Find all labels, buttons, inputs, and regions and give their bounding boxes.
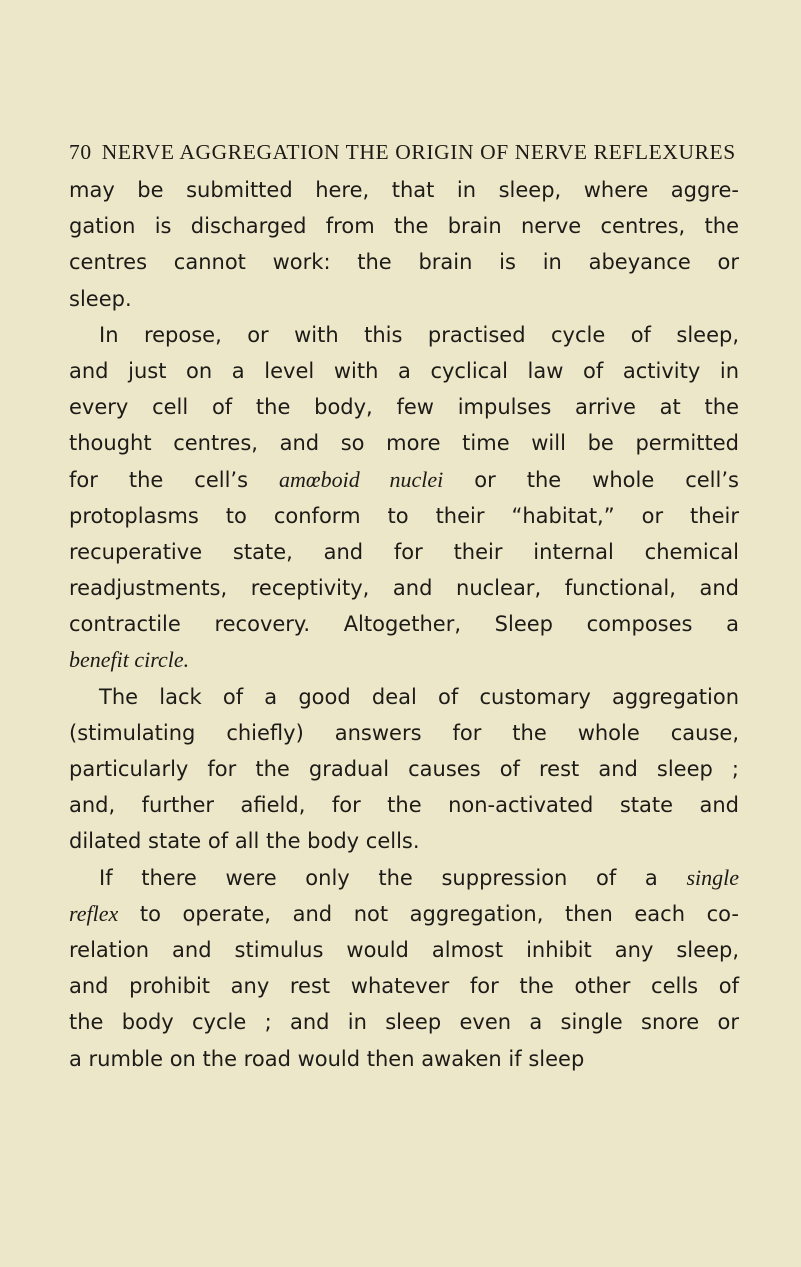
text-line-20 bbox=[69, 860, 739, 896]
text-line-21 bbox=[69, 896, 739, 932]
body-text bbox=[69, 172, 739, 1077]
text-line-9 bbox=[69, 462, 739, 498]
line-14-italic: benefit circle. bbox=[69, 647, 190, 673]
text-line-25: a rumble on the road would then awaken if sleep bbox=[69, 1046, 585, 1071]
text-line-23: and prohibit any rest whatever for the other cells of bbox=[69, 974, 739, 999]
text-line-13: contractile recovery. Altogether, Sleep composes a bbox=[69, 612, 739, 637]
text-line-17: particularly for the gradual causes of rest and sleep ; bbox=[69, 757, 739, 781]
text-line-22: relation and stimulus would almost inhibit any sleep, bbox=[69, 937, 739, 962]
line-9-pre: for the cell’s bbox=[69, 467, 280, 492]
running-title: NERVE AGGREGATION THE ORIGIN OF NERVE REFLEXURES bbox=[101, 140, 736, 164]
text-line-19: dilated state of all the body cells. bbox=[69, 829, 420, 854]
text-line-18: and, further afield, for the non-activated state and bbox=[69, 793, 739, 818]
line-21-italic: reflex bbox=[69, 900, 119, 926]
text-line-3: centres cannot work: the brain is in abeyance or bbox=[69, 250, 739, 275]
text-line-2: gation is discharged from the brain nerve centres, the bbox=[69, 214, 739, 239]
text-line-16: (stimulating chiefly) answers for the whole cause, bbox=[69, 720, 739, 745]
running-head bbox=[69, 137, 739, 167]
text-line-11: recuperative state, and for their internal chemical bbox=[69, 539, 739, 564]
text-line-10: protoplasms to conform to their “habitat,” or their bbox=[69, 503, 739, 528]
text-line-24: the body cycle ; and in sleep even a single snore or bbox=[69, 1010, 739, 1035]
text-line-6: and just on a level with a cyclical law of activity in bbox=[69, 358, 739, 383]
line-21-post: to operate, and not aggregation, then each co- bbox=[118, 901, 739, 926]
page-number: 70 bbox=[69, 140, 92, 164]
text-line-5: In repose, or with this practised cycle of sleep, bbox=[99, 322, 739, 347]
line-9-italic: amœboid nuclei bbox=[279, 466, 444, 492]
text-line-12: readjustments, receptivity, and nuclear, functional, and bbox=[69, 576, 739, 601]
text-line-15: The lack of a good deal of customary aggregation bbox=[99, 684, 739, 709]
text-line-7: every cell of the body, few impulses arrive at the bbox=[69, 395, 739, 420]
text-line-1: may be submitted here, that in sleep, where aggre- bbox=[69, 178, 739, 202]
line-9-post: or the whole cell’s bbox=[443, 467, 739, 492]
text-line-4: sleep. bbox=[69, 286, 132, 311]
line-20-italic: single bbox=[686, 864, 739, 890]
text-line-8: thought centres, and so more time will be permitted bbox=[69, 431, 739, 456]
text-line-14 bbox=[69, 642, 739, 678]
line-20-pre: If there were only the suppression of a bbox=[99, 865, 687, 890]
